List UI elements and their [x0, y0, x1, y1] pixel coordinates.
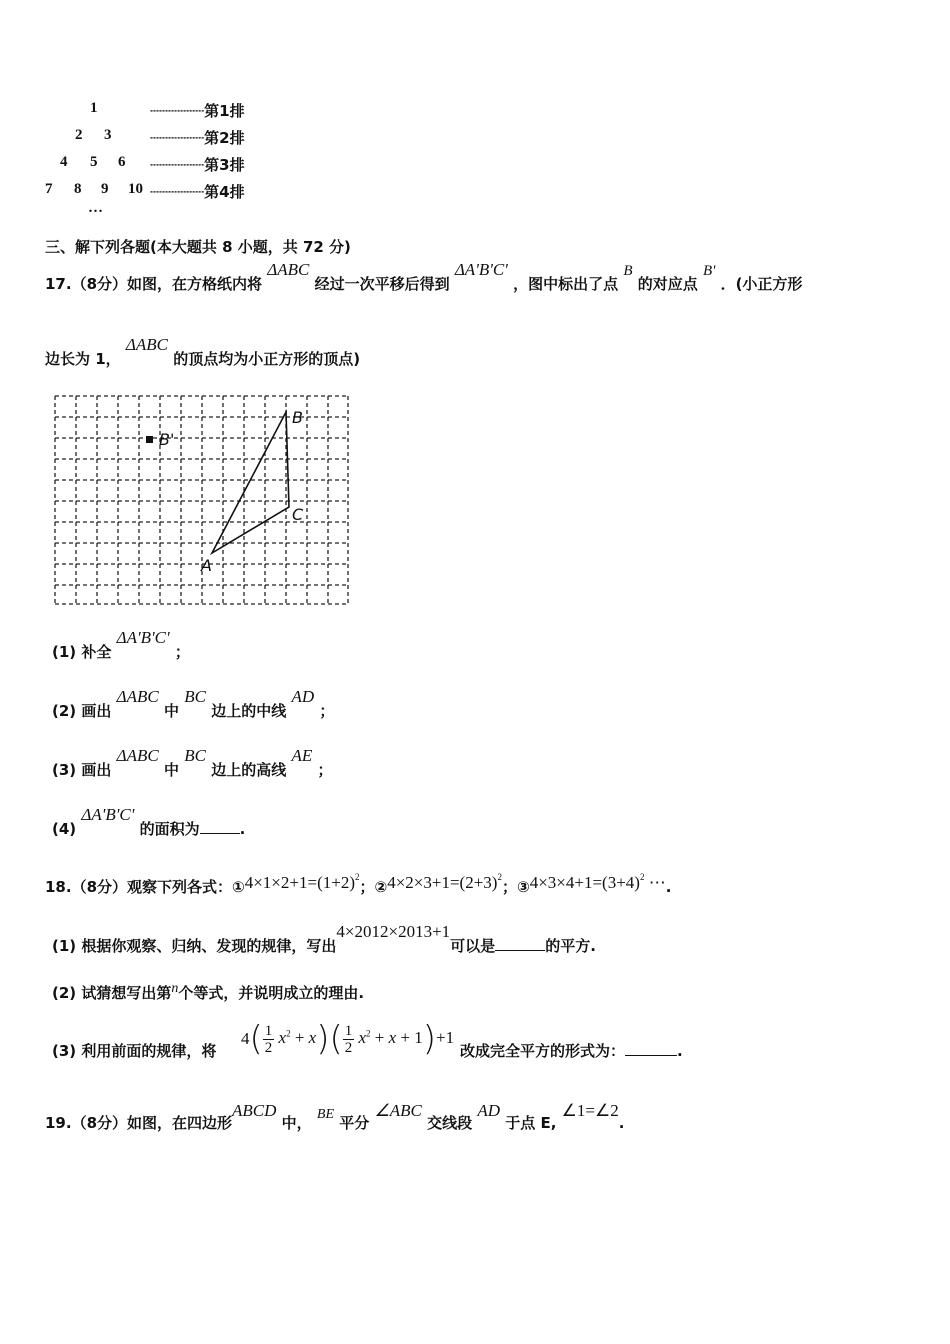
row4-num: 9 — [101, 181, 109, 197]
q17-tail: ．(小正方形 — [720, 275, 803, 293]
q17-sub4 — [52, 805, 246, 839]
q18-eq1 — [245, 873, 360, 892]
q18-eq3 — [530, 873, 666, 892]
q17-line1 — [45, 260, 803, 294]
q19-prefix: 19.（8分）如图，在四边形 — [45, 1114, 233, 1132]
abc-prime-math: ΔA'B'C' — [116, 628, 170, 647]
point-b-prime-marker — [146, 436, 153, 443]
q18-sub1 — [52, 922, 596, 956]
q17-sub3 — [52, 746, 333, 780]
sub-num: (2) — [52, 702, 77, 720]
label-b-prime: B' — [159, 430, 175, 449]
angle-eq-math: ∠1=∠2 — [561, 1101, 619, 1120]
row1-num: 1 — [90, 100, 98, 116]
q17-mid2: ，图中标出了点 — [513, 275, 619, 293]
section-heading: 三、解下列各题(本大题共 8 小题，共 72 分) — [45, 238, 351, 256]
label-b: B — [292, 408, 303, 427]
q17-sub2 — [52, 687, 335, 721]
q19-mid3: 交线段 — [427, 1114, 473, 1132]
row4-num: 8 — [74, 181, 82, 197]
exponent: 2 — [639, 872, 645, 882]
sub-num: (2) — [52, 984, 77, 1002]
q17-mid3: 的对应点 — [637, 275, 698, 293]
q17-line2-prefix: 边长为 1， — [45, 350, 121, 368]
sub-tail: 改成完全平方的形式为： — [460, 1042, 626, 1060]
q19-mid1: 中， — [281, 1114, 312, 1132]
answer-blank[interactable] — [200, 819, 240, 834]
q18-sub2 — [52, 982, 364, 1003]
q18-line1 — [45, 872, 672, 897]
q17-abc: ΔABC — [267, 260, 310, 279]
angle-abc-math: ∠ABC — [374, 1101, 422, 1120]
ad-math: AD — [291, 687, 315, 706]
q17-prefix: 17.（8分）如图，在方格纸内将 — [45, 275, 263, 293]
dots: ⋯ — [648, 873, 666, 892]
q19-end: . — [618, 1114, 625, 1132]
q18-sub3 — [52, 1040, 216, 1061]
bc-math: BC — [184, 746, 206, 765]
sep: ； — [359, 878, 375, 896]
eq-text: 4×1×2+1=(1+2) — [244, 873, 355, 892]
row2-label: ┄┄┄┄┄┄第2排 — [150, 129, 245, 147]
row1-label: ┄┄┄┄┄┄第1排 — [150, 102, 245, 120]
row4-num: 10 — [128, 181, 143, 197]
sub-mid: 中 — [163, 702, 179, 720]
q17-abc: ΔABC — [125, 335, 168, 354]
circle-1: ① — [232, 878, 245, 896]
sub-mid: 中 — [163, 761, 179, 779]
sub-tail: 可以是 — [450, 937, 496, 955]
sub-tail: 的面积为 — [139, 820, 200, 838]
abcd-math: ABCD — [232, 1101, 277, 1120]
sub-mid2: 边上的中线 — [211, 702, 287, 720]
sep: ； — [501, 878, 517, 896]
sub-tail2: 的平方. — [545, 937, 596, 955]
circle-2: ② — [374, 878, 388, 896]
sub-mid2: 边上的高线 — [211, 761, 287, 779]
sub-text: 根据你观察、归纳、发现的规律，写出 — [81, 937, 337, 955]
q18-sub3-tail — [460, 1040, 683, 1061]
row3-num: 5 — [90, 154, 98, 170]
q19-mid2: 平分 — [339, 1114, 370, 1132]
ellipsis: … — [88, 200, 103, 216]
abc-prime-math: ΔA'B'C' — [81, 805, 135, 824]
sub-tail: ； — [319, 702, 335, 720]
be-math: BE — [316, 1107, 334, 1122]
row4-label: ┄┄┄┄┄┄第4排 — [150, 183, 245, 201]
row3-num: 6 — [118, 154, 126, 170]
exponent: 2 — [497, 872, 502, 882]
sub-tail: ； — [174, 643, 190, 661]
expr-math: 4×2012×2013+1 — [336, 922, 451, 941]
q18-prefix: 18.（8分）观察下列各式： — [45, 878, 233, 896]
sub-num: (3) — [52, 1042, 77, 1060]
sub-num: (1) — [52, 643, 77, 661]
q17-point-bp: B' — [702, 263, 716, 279]
sub-end: . — [677, 1042, 683, 1060]
q17-line2-suffix: 的顶点均为小正方形的顶点) — [173, 350, 361, 368]
q17-abc-prime: ΔA'B'C' — [454, 260, 508, 279]
grid-figure — [52, 393, 354, 607]
answer-blank[interactable] — [495, 936, 545, 951]
sub-num: (4) — [52, 820, 77, 838]
bc-math: BC — [184, 687, 206, 706]
q19-line1 — [45, 1101, 625, 1133]
end: . — [665, 878, 672, 896]
sub-text: 画出 — [81, 702, 112, 720]
eq-text: 4×3×4+1=(3+4) — [529, 873, 640, 892]
row2-num: 2 — [75, 127, 83, 143]
q17-sub1 — [52, 628, 190, 662]
abc-math: ΔABC — [116, 687, 159, 706]
circle-3: ③ — [516, 878, 530, 896]
sub-num: (3) — [52, 761, 77, 779]
q19-mid4: 于点 E, — [505, 1114, 557, 1132]
q17-line2 — [45, 335, 361, 369]
label-a: A — [201, 556, 212, 575]
ae-math: AE — [291, 746, 313, 765]
ad-math: AD — [477, 1101, 500, 1120]
q17-point-b: B — [623, 263, 633, 279]
q17-mid1: 经过一次平移后得到 — [314, 275, 450, 293]
row3-label: ┄┄┄┄┄┄第3排 — [150, 156, 245, 174]
sub-text: 画出 — [81, 761, 112, 779]
sub-tail: 个等式，并说明成立的理由. — [178, 984, 365, 1002]
sub-text: 利用前面的规律，将 — [81, 1042, 217, 1060]
answer-blank[interactable] — [625, 1041, 677, 1056]
row3-num: 4 — [60, 154, 68, 170]
sub-num: (1) — [52, 937, 77, 955]
abc-math: ΔABC — [116, 746, 159, 765]
sub-tail: ； — [317, 761, 333, 779]
exponent: 2 — [354, 872, 360, 882]
row2-num: 3 — [104, 127, 112, 143]
label-c: C — [292, 505, 304, 524]
sub-text: 试猜想写出第 — [81, 984, 172, 1002]
sub-text: 补全 — [81, 643, 112, 661]
eq-text: 4×2×3+1=(2+3) — [387, 873, 498, 892]
n-math: n — [171, 981, 179, 996]
sub-end: . — [239, 820, 246, 838]
q18-eq2 — [387, 873, 502, 892]
row4-num: 7 — [45, 181, 53, 197]
q18-polynomial: 4( $\frac{1}{2}$ $x^2 + x$)( $\frac{1}{2}$ $x^2 + x + 1)+1$ — [241, 1019, 455, 1059]
